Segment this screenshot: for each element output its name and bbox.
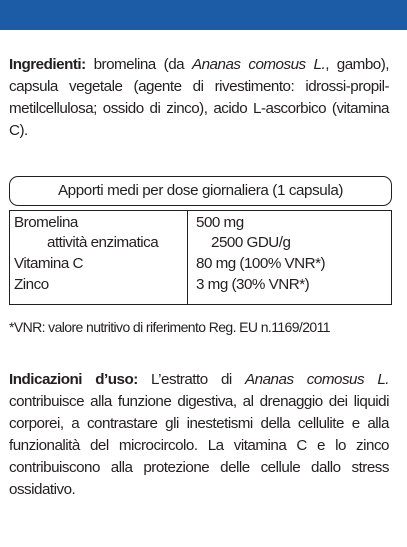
row-vitamin-c-name: Vitamina C: [14, 255, 84, 272]
nutrition-table-body: [9, 210, 392, 305]
ingredients-paragraph: [9, 54, 389, 142]
nutrition-table-header: Apporti medi per dose giornaliera (1 capsula): [9, 176, 392, 206]
row-activity-name: attività enzimatica: [47, 234, 159, 251]
ingredients-text-2: , gambo), capsula vegetale (agente di rivestimento: idrossi-propil-metilcellulosa; ossido di zinco), acido L-ascorbico (vitamina C).: [9, 56, 390, 139]
ingredients-label: Ingredienti:: [9, 56, 86, 73]
row-vitamin-c-value: 80 mg (100% VNR*): [196, 255, 326, 272]
vnr-footnote: *VNR: valore nutritivo di riferimento Reg. EU n.1169/2011: [9, 319, 330, 335]
ingredients-species: Ananas comosus L.: [191, 56, 326, 73]
row-activity-value: 2500 GDU/g: [211, 234, 291, 251]
column-divider: [187, 211, 188, 304]
header-bar: [0, 0, 407, 30]
row-bromelina-value: 500 mg: [196, 214, 244, 231]
usage-paragraph: [9, 369, 389, 501]
row-bromelina-name: Bromelina: [14, 214, 78, 231]
row-zinc-name: Zinco: [14, 276, 49, 293]
row-zinc-value: 3 mg (30% VNR*): [196, 276, 310, 293]
usage-label: Indicazioni d’uso:: [9, 371, 138, 388]
ingredients-text-1: bromelina (da: [85, 56, 192, 73]
usage-text-1: L’estratto di: [137, 371, 246, 388]
usage-text-2: contribuisce alla funzione digestiva, al drenaggio dei liquidi corporei, a contrastare gli inestetismi della cellulite e alla funzionalità del microcircolo. La vitamina C e lo zinco contribuiscono alla protezione delle cellule dallo stress ossidativo.: [9, 393, 389, 498]
usage-species: Ananas comosus L.: [245, 371, 389, 388]
nutrition-table: [9, 176, 392, 305]
